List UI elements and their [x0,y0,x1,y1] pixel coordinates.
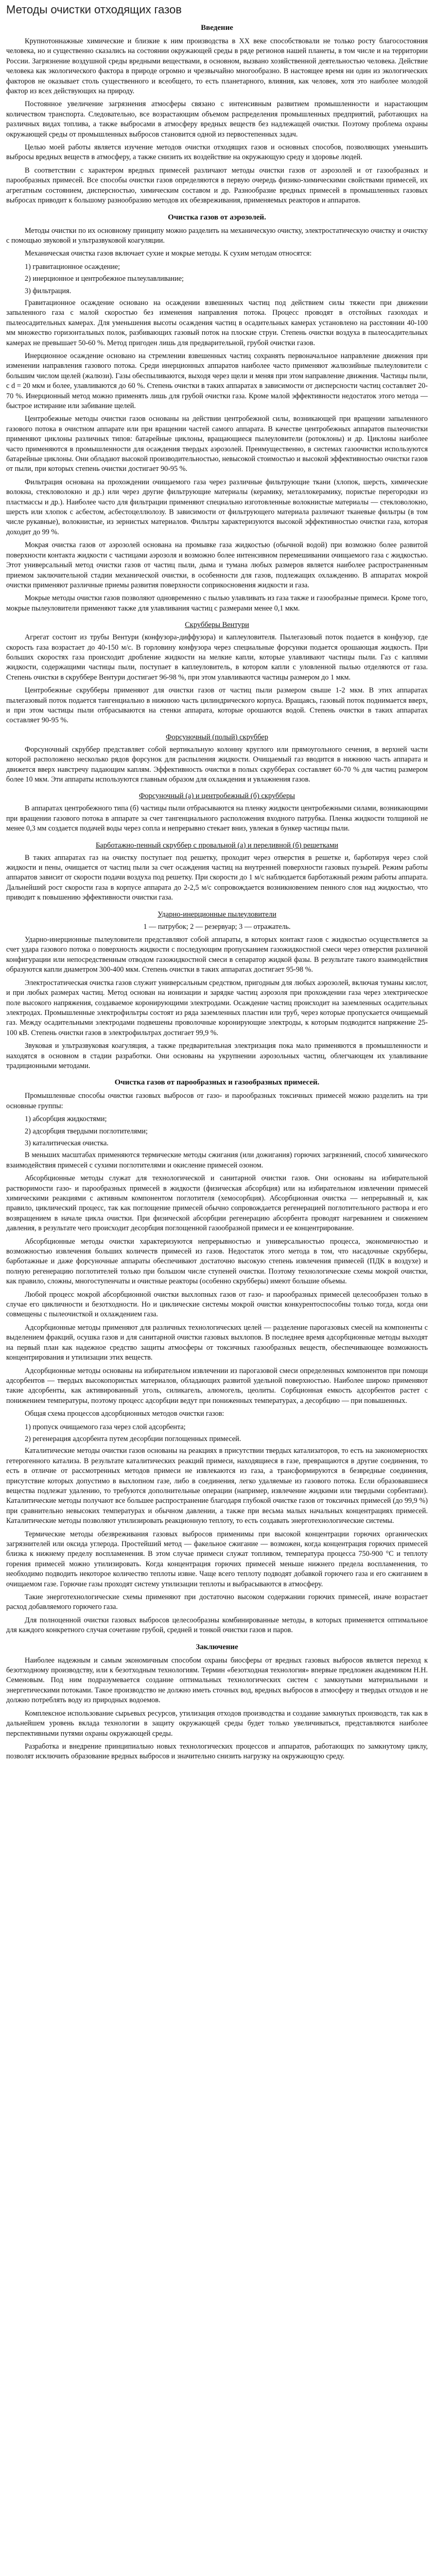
list-item: 2) инерционное и центробежное пылеулавливание; [25,275,184,283]
section-heading: Заключение [196,1642,238,1651]
page-title: Методы очистки отходящих газов [6,3,182,16]
paragraph: Фильтрация основана на прохождении очищаемого газа через различные фильтрующие ткани (хлопок, шерсть, химические волокна, стекловолокно и др.) или через другие фильтрующие материалы (керамику, металлокерамику, пористые перегородки из пластмассы и др.). Наиболее часто для фильтрации применяют специально изготовленные волокнистые материалы — стекловолокно, шерсть или хлопок с асбестом, асбестоцеллюлозу. В зависимости от фильтрующего материала различают тканевые фильтры (в том числе рукавные), волокнистые, из зернистых материалов. Фильтры характеризуются высокой эффективностью очистки газа, которая доходит до 99 %. [6,478,428,536]
paragraph: Центробежные методы очистки газов основаны на действии центробежной силы, возникающей при вращении запыленного газового потока в очистном аппарате или при вращении частей самого аппарата. В качестве центробежных аппаратов пылеочистки применяют циклоны различных типов: батарейные циклоны, вращающиеся пылеуловители (ротоклоны) и др. Циклоны наиболее часто применяются в промышленности для осаждения твердых аэрозолей. Преимущественно, в системах газоочистки используются батарейные циклоны. Они обладают высокой производительностью, невысокой стоимостью и высокой эффективностью очистки газов от пыли, при которых степень очистки достигает 90-95 %. [6,415,428,473]
paragraph: Мокрая очистка газов от аэрозолей основана на промывке газа жидкостью (обычной водой) при возможно более развитой поверхности контакта жидкости с частицами аэрозоля и возможно более интенсивном перемешивании очищаемого газа с жидкостью. Этот универсальный метод очистки газов от частиц пыли, дыма и тумана любых размеров является наиболее распространенным приемом заключительной стадии механической очистки, в особенности для газов, подлежащих охлаждению. В аппаратах мокрой очистки применяют различные приемы развития поверхности соприкосновения жидкости и газа. [6,541,428,589]
paragraph: Крупнотоннажные химические и близкие к ним производства в ХХ веке способствовали не только росту благосостояния человека, но и существенно сказались на состоянии окружающей среды в ряде регионов нашей планеты, в том числе и на территории России. Загрязнение воздушной среды вредными веществами, в основном, вызвано хозяйственной деятельностью человека. Действие человека как экологического фактора в природе огромно и чрезвычайно многообразно. В настоящее время ни один из экологических факторов не оказывает столь существенного и всеобщего, то есть планетарного, влияния, как человек, хотя это наиболее молодой фактор из всех действующих на природу. [6,37,428,96]
paragraph: Разработка и внедрение принципиально новых технологических процессов и аппаратов, работающих по замкнутому циклу, позволят исключить образование вредных выбросов и значительно снизить нагрузку на окружающую среду. [6,1742,428,1761]
list-item: 2) регенерация адсорбента путем десорбции поглощенных примесей. [25,1434,241,1443]
section-bubble-foam [6,841,428,903]
paragraph: Абсорбционные методы служат для технологической и санитарной очистки газов. Они основаны на избирательной растворимости газо- и парообразных примесей в жидкости (физическая абсорбция) или на избирательном извлечении примесей химическими реакциями с активным компонентом поглотителя (хемосорбция). Абсорбционная очистка — непрерывный и, как правило, циклический процесс, так как поглощение примесей обычно сопровождается регенерацией поглотительного раствора и его возвращением в начале цикла очистки. При физической абсорбции регенерацию абсорбента проводят нагреванием и снижением давления, в результате чего происходит десорбция поглощенной газообразной примеси и ее концентрирование. [6,1174,428,1233]
paragraph: Целью моей работы является изучение методов очистки отходящих газов и основных способов, позволяющих уменьшить выбросы вредных веществ в атмосферу, а также снизить их воздействие на окружающую среду и здоровье людей. [6,143,428,162]
section-heading: Очистка газов от аэрозолей. [168,213,266,222]
paragraph: Промышленные способы очистки газовых выбросов от газо- и парообразных токсичных примесей можно разделить на три основные группы: [6,1092,428,1110]
figure-caption: 1 — патрубок; 2 — резервуар; 3 — отражатель. [143,922,291,931]
paragraph: Термические методы обезвреживания газовых выбросов применимы при высокой концентрации горючих органических загрязнителей или оксида углерода. Простейший метод — факельное сжигание — возможен, когда концентрация горючих примесей близка к нижнему пределу воспламенения. В этом случае примеси служат топливом, температура процесса 750-900 °С и теплоту горения примесей можно утилизировать. Когда концентрация горючих примесей меньше нижнего предела воспламенения, то необходимо подводить некоторое количество теплоты извне. Чаще всего теплоту подводят добавкой горючего газа и его сжиганием в очищаемом газе. Горючие газы проходят систему утилизации теплоты и выбрасываются в атмосферу. [6,1530,428,1588]
paragraph: В таких аппаратах газ на очистку поступает под решетку, проходит через отверстия в решетке и, барботируя через слой жидкости и пены, очищается от частиц пыли за счет осаждения частиц на внутренней поверхности газовых пузырей. Режим работы аппаратов зависит от скорости подачи воздуха под решетку. При скорости до 1 м/с наблюдается барботажный режим работы аппарата. Дальнейший рост скорости газа в корпусе аппарата до 2-2,5 м/с сопровождается возникновением пенного слоя над жидкостью, что приводит к повышению эффективности очистки газа. [6,853,428,902]
section-gas-impurities [6,1078,428,1635]
section-subheading: Скрубберы Вентури [185,621,249,630]
section-conclusion [6,1643,428,1762]
section-impact-inertial [6,910,428,1072]
list-item: 3) фильтрация. [25,286,72,295]
section-centrifugal-scrubber [6,792,428,834]
paragraph: В меньших масштабах применяются термические методы сжигания (или дожигания) горючих загрязнений, способ химического взаимодействия примесей с сухими поглотителями и окисление примесей озоном. [6,1151,428,1170]
section-heading: Введение [201,24,233,32]
section-introduction [6,24,428,206]
paragraph: Электростатическая очистка газов служит универсальным средством, пригодным для любых аэрозолей, включая туманы кислот, и при любых размерах частиц. Метод основан на ионизации и зарядке частиц аэрозоля при прохождении газа через электрическое поле высокого напряжения, создаваемое коронирующими электродами. Осаждение частиц происходит на заземленных осадительных электродах. Промышленные электрофильтры состоят из ряда заземленных пластин или труб, через которые пропускается очищаемый газ. Между осадительными электродами подвешены проволочные коронирующие электроды, к которым подводится напряжение 25-100 кВ. Степень очистки газов в электрофильтрах достигает 99,9 %. [6,978,428,1037]
list-item: 1) гравитационное осаждение; [25,262,120,271]
list-item: 2) адсорбция твердыми поглотителями; [25,1127,148,1136]
section-spray-scrubber [6,733,428,785]
paragraph: Комплексное использование сырьевых ресурсов, утилизация отходов производства и создание замкнутых производств, так как в дальнейшем уровень вклада технологии в защиту окружающей среды будет только увеличиваться, представляются наиболее перспективными путями охраны окружающей среды. [6,1709,428,1738]
paragraph: Форсуночный скруббер представляет собой вертикальную колонну круглого или прямоугольного сечения, в верхней части которой расположено несколько рядов форсунок для распыления жидкости. Очищаемый газ вводится в нижнюю часть аппарата и движется вверх навстречу падающим каплям. Эффективность очистки в полых скрубберах составляет 60-70 % для частиц размером более 10 мкм. Эти аппараты используются главным образом для охлаждения и увлажнения газов. [6,745,428,784]
paragraph: Ударно-инерционные пылеуловители представляют собой аппараты, в которых контакт газов с жидкостью осуществляется за счет удара газового потока о поверхность жидкости с последующим пропусканием газожидкостной смеси через отверстия различной конфигурации или непосредственным отводом газожидкостной смеси в сепаратор жидкой фазы. В результате такого взаимодействия образуются капли диаметром 300-400 мкм. Степень очистки в таких аппаратах достигает 95-98 %. [6,936,428,974]
paragraph: Абсорбционные методы очистки характеризуются непрерывностью и универсальностью процесса, экономичностью и возможностью извлечения больших количеств примесей из газов. Недостаток этого метода в том, что насадочные скрубберы, барботажные и даже форсуночные аппараты обеспечивают достаточно высокую степень извлечения примесей (ПДК в воздухе) и полную регенерацию поглотителей только при большом числе ступеней очистки. Поэтому технологические схемы мокрой очистки, как правило, сложны, многоступенчаты и очистные реакторы (особенно скрубберы) имеют большие объемы. [6,1237,428,1286]
section-subheading: Барботажно-пенный скруббер с провальной (а) и переливной (б) решетками [95,841,339,850]
paragraph: Адсорбционные методы основаны на избирательном извлечении из парогазовой смеси определенных компонентов при помощи адсорбентов — твердых высокопористых материалов, обладающих развитой удельной поверхностью. Наиболее широко применяют такие адсорбенты, как активированный уголь, силикагель, алюмогель, цеолиты. Сорбционная емкость адсорбентов растет с понижением температуры, поэтому процесс адсорбции ведут при пониженных температурах, а десорбцию — при повышенных. [6,1366,428,1405]
paragraph: Мокрые методы очистки газов позволяют одновременно с пылью улавливать из газа также и газообразные примеси. Кроме того, мокрые пылеуловители применяют также для улавливания частиц с размерами менее 0,1 мкм. [6,594,428,613]
paragraph: Для полноценной очистки газовых выбросов целесообразны комбинированные методы, в которых применяется оптимальное для каждого конкретного случая сочетание грубой, средней и тонкой очистки газов и паров. [6,1616,428,1635]
paragraph: Адсорбционные методы применяют для различных технологических целей — разделение парогазовых смесей на компоненты с выделением фракций, осушка газов и для санитарной очистки газовых выхлопов. В последнее время адсорбционные методы выходят на первый план как надежное средство защиты атмосферы от токсичных газообразных веществ, обеспечивающее возможность концентрирования и утилизации этих веществ. [6,1323,428,1362]
paragraph: Такие энерготехнологические схемы применяют при достаточно высоком содержании горючих примесей, иначе возрастает расход добавляемого горючего газа. [6,1593,428,1612]
paragraph: Звуковая и ультразвуковая коагуляция, а также предварительная электризация пока мало применяются в промышленности и находятся в основном в стадии разработки. Они основаны на укрупнении аэрозольных частиц, облегчающем их улавливание традиционными методами. [6,1042,428,1070]
paragraph: Центробежные скрубберы применяют для очистки газов от частиц пыли размером свыше 1-2 мкм. В этих аппаратах пылегазовый поток подается тангенциально в нижнюю часть цилиндрического корпуса. Вращаясь, газовый поток поднимается вверх, и при этом частицы пыли отбрасываются на стенки аппарата, которые орошаются водой. Степень очистки в таких аппаратах составляет 90-95 %. [6,686,428,725]
paragraph: Инерционное осаждение основано на стремлении взвешенных частиц сохранять первоначальное направление движения при изменении направления газового потока. Среди инерционных аппаратов наиболее часто применяют жалюзийные пылеуловители с большим числом щелей (жалюзи). Газы обеспыливаются, выходя через щели и меняя при этом направление движения. Частицы пыли, с d = 20 мкм и более, улавливаются до 60 %. Степень очистки в таких аппаратах в зависимости от дисперсности частиц составляет 20-70 %. Инерционный метод можно применять лишь для грубой очистки газа. Кроме малой эффективности недостаток этого метода — быстрое истирание или забивание щелей. [6,351,428,410]
paragraph: Наиболее надежным и самым экономичным способом охраны биосферы от вредных газовых выбросов является переход к безотходному производству, или к безотходным технологиям. Термин «безотходная технология» впервые предложен академиком Н.Н. Семеновым. Под ним подразумевается создание оптимальных технологических систем с замкнутыми материальными и энергетическими потоками. Такое производство не должно иметь сточных вод, вредных выбросов в атмосферу и твердых отходов и не должно потреблять воду из природных водоемов. [6,1656,428,1705]
paragraph: Агрегат состоит из трубы Вентури (конфузора-диффузора) и каплеуловителя. Пылегазовый поток подается в конфузор, где скорость газа возрастает до 40-150 м/с. В горловину конфузора через специальные форсунки подается орошающая жидкость. При больших скоростях газа происходит дробление жидкости на мелкие капли, которые улавливают частицы пыли. Газ с каплями жидкости, содержащими частицы пыли, поступает в каплеуловитель, в котором капли с уловленной пылью отделяются от газа. Степень очистки в скруббере Вентури достигает 96-98 %, при этом улавливаются частицы размером до 1 мкм. [6,633,428,682]
paragraph: В аппаратах центробежного типа (б) частицы пыли отбрасываются на пленку жидкости центробежными силами, возникающими при вращении газового потока в аппарате за счет тангенциального расположения входного патрубка. Пленка жидкости толщиной не менее 0,3 мм создается подачей воды через сопла и непрерывно стекает вниз, увлекая в бункер частицы пыли. [6,804,428,833]
paragraph: Любой процесс мокрой абсорбционной очистки выхлопных газов от газо- и парообразных примесей целесообразен только в случае его цикличности и безотходности. Но и циклические системы мокрой очистки конкурентоспособны только тогда, когда они совмещены с пылеочисткой и охлаждением газа. [6,1290,428,1319]
section-subheading: Форсуночный (а) и центробежный (б) скрубберы [138,792,295,801]
paragraph: Постоянное увеличение загрязнения атмосферы связано с интенсивным развитием промышленности и нарастающим количеством транспорта. Следовательно, все возрастающим объемом распределения промышленных предприятий, работающих на различных видах топлива, а также выбросами в атмосферу вредных веществ без надлежащей очистки. Поэтому проблема охраны окружающей среды от промышленных выбросов становится одной из первостепенных задач. [6,100,428,139]
paragraph: Общая схема процессов адсорбционных методов очистки газов: [25,1410,224,1418]
section-heading: Очистка газов от парообразных и газообразных примесей. [114,1078,320,1087]
section-venturi [6,621,428,726]
paragraph: В соответствии с характером вредных примесей различают методы очистки газов от аэрозолей и от газообразных и парообразных примесей. Все способы очистки газов определяются в первую очередь физико-химическими свойствами примесей, их агрегатным состоянием, дисперсностью, химическим составом и др. Разнообразие вредных примесей в промышленных газовых выбросах приводит к большому разнообразию методов их обезвреживания, применяемых реакторов и аппаратов. [6,166,428,205]
paragraph: Гравитационное осаждение основано на осаждении взвешенных частиц под действием силы тяжести при движении запыленного газа с малой скоростью без изменения направления потока. Процесс проводят в отстойных газоходах и пылеосадительных камерах. Для уменьшения высоты осаждения частиц в осадительных камерах установлено на расстоянии 40-100 мм множество горизонтальных полок, разбивающих газовый поток на плоские струи. Степень очистки воздуха в пылеосадительных камерах не превышает 50-60 %. Метод пригоден лишь для предварительной, грубой очистки газов. [6,298,428,347]
list-item: 1) абсорбция жидкостями; [25,1115,107,1124]
section-subheading: Форсуночный (полый) скруббер [166,733,268,741]
list-item: 3) каталитическая очистка. [25,1139,109,1147]
paragraph: Каталитические методы очистки газов основаны на реакциях в присутствии твердых катализаторов, то есть на закономерностях гетерогенного катализа. В результате каталитических реакций примеси, находящиеся в газе, превращаются в другие соединения, то есть в отличие от рассмотренных методов примеси не извлекаются из газа, а трансформируются в безвредные соединения, присутствие которых допустимо в выхлопном газе, либо в соединения, легко удаляемые из газового потока. Если образовавшиеся вещества подлежат удалению, то требуются дополнительные операции (например, извлечение жидкими или твердыми сорбентами). Каталитические методы получают все большее распространение благодаря глубокой очистке газов от токсичных примесей (до 99,9 %) при сравнительно невысоких температурах и обычном давлении, а также при весьма малых начальных концентрациях примесей. Каталитические методы позволяют утилизировать реакционную теплоту, то есть создавать энерготехнологические системы. [6,1447,428,1526]
paragraph: Механическая очистка газов включает сухие и мокрые методы. К сухим методам относятся: [25,249,312,258]
section-subheading: Ударно-инерционные пылеуловители [158,910,276,919]
paragraph: Методы очистки по их основному принципу можно разделить на механическую очистку, электростатическую очистку и очистку с помощью звуковой и ультразвуковой коагуляции. [6,226,428,245]
list-item: 1) пропуск очищаемого газа через слой адсорбента; [25,1422,186,1431]
section-aerosol-cleaning [6,213,428,614]
